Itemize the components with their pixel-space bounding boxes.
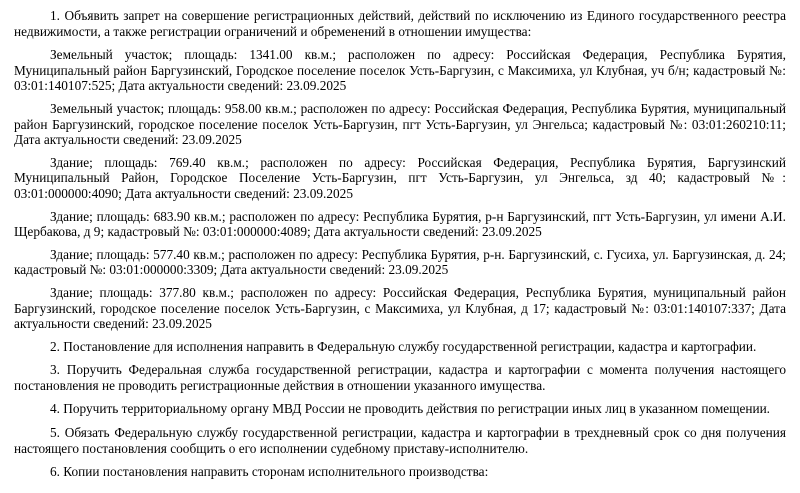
paragraph-2: 2. Постановление для исполнения направить в Федеральную службу государственной регистрации, кадастра и картографии.	[50, 338, 757, 354]
property-item-building-577: Здание; площадь: 577.40 кв.м.; расположен по адресу: Республика Бурятия, р-н. Баргузинский, с. Гусиха, ул. Баргузинская, д. 24; кадастровый №: 03:01:000000:3309; Дата актуальности сведений: 23.09.2025	[14, 246, 786, 278]
paragraph-6: 6. Копии постановления направить сторонам исполнительного производства:	[50, 464, 489, 480]
property-item-land-958: Земельный участок; площадь: 958.00 кв.м.; расположен по адресу: Российская Федерация, Республика Бурятия, муниципальный район Баргузинский, городское поселение поселок Усть-Баргузин, пгт Усть-Баргузин, ул Энгельса; кадастровый №: 03:01:260210:11; Дата актуальности сведений: 23.09.2025	[14, 100, 786, 148]
paragraph-4: 4. Поручить территориальному органу МВД России не проводить действия по регистрации иных лиц в указанном помещении.	[50, 401, 771, 417]
property-item-building-769: Здание; площадь: 769.40 кв.м.; расположен по адресу: Российская Федерация, Республика Бурятия, Баргузинский Муниципальный Район, Городское Поселение Усть-Баргузин, пгт Усть-Баргузин, ул Энгельса, зд 40; кадастровый №: 03:01:000000:4090; Дата актуальности сведений: 23.09.2025	[14, 154, 786, 201]
property-item-land-1341: Земельный участок; площадь: 1341.00 кв.м.; расположен по адресу: Российская Федерация, Республика Бурятия, Муниципальный район Баргузинский, Городское поселение поселок Усть-Баргузин, с Максимиха, ул Клубная, уч б/н; кадастровый №: 03:01:140107:525; Дата актуальности сведений: 23.09.2025	[14, 47, 786, 94]
paragraph-5: 5. Обязать Федеральную службу государственной регистрации, кадастра и картографии в трехдневный срок со дня получения настоящего постановления сообщить о его исполнении судебному приставу-исполнителю.	[14, 425, 786, 456]
property-item-building-683: Здание; площадь: 683.90 кв.м.; расположен по адресу: Республика Бурятия, р-н Баргузинский, пгт Усть-Баргузин, ул имени А.И. Щербакова, д 9; кадастровый №: 03:01:000000:4089; Дата актуальности сведений: 23.09.2025	[14, 208, 786, 240]
paragraph-1: 1. Объявить запрет на совершение регистрационных действий, действий по исключению из Единого государственного реестра недвижимости, а также регистрации ограничений и обременений в отношении имущества:	[14, 8, 786, 39]
property-item-building-377: Здание; площадь: 377.80 кв.м.; расположен по адресу: Российская Федерация, Республика Бурятия, муниципальный район Баргузинский, городское поселение поселок Усть-Баргузин, с Максимиха, ул Клубная, д 17; кадастровый №: 03:01:140107:337; Дата актуальности сведений: 23.09.2025	[14, 284, 786, 332]
paragraph-3: 3. Поручить Федеральная служба государственной регистрации, кадастра и картографии с момента получения настоящего постановления не проводить регистрационные действия в отношении указанного имущества.	[14, 362, 786, 393]
